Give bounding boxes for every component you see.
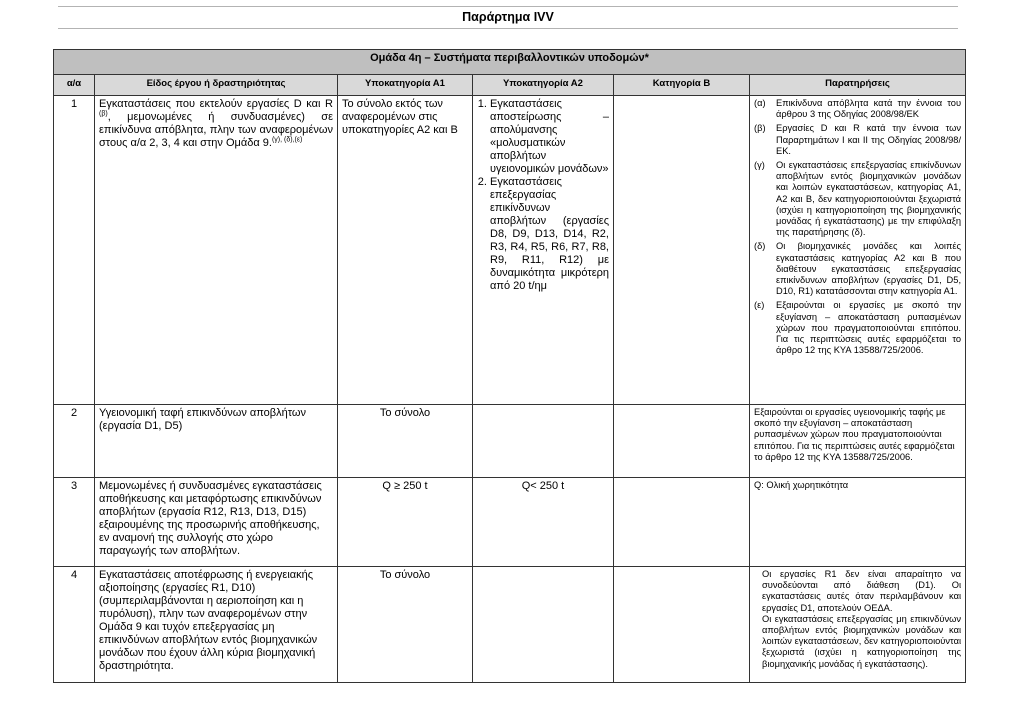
row-b [614,478,750,567]
row-number: 4 [54,567,95,683]
table-row [54,96,966,405]
row-a1: Q ≥ 250 t [338,478,473,567]
page-title: Παράρτημα IVV [462,10,554,24]
top-rule [58,6,958,7]
row-number: 1 [54,96,95,405]
note-item: (γ) Οι εγκαταστάσεις επεξεργασίας επικίνδυνων αποβλήτων εντός βιομηχανικών μονάδων και λοιπών εγκαταστάσεων, κατηγορίας Α1, Α2 και Β, δεν κατηγοριοποιούνται ξεχωριστά (ισχύει η κατηγοριοποίηση της βιομηχανικής μονάδας ή εγκατάστασης) με την επιφύλαξη της παρατήρησης (δ). [754,160,962,238]
header-b: Κατηγορία Β [614,75,750,96]
table-row [54,567,966,683]
row-remarks: Εξαιρούνται οι εργασίες υγειονομικής ταφής με σκοπό την εξυγίανση – αποκατάσταση ρυπασμένων χώρων που πραγματοποιούνται επιτόπου. Για τις περιπτώσεις αυτές εφαρμόζεται το άρθρο 12 της ΚΥΑ 13588/725/2006. [750,405,966,478]
row-a2 [473,567,614,683]
row-remarks: Q: Ολική χωρητικότητα [750,478,966,567]
table-row [54,478,966,567]
row-a1: Το σύνολο εκτός των αναφερομένων στις υποκατηγορίες Α2 και Β [338,96,473,405]
row-b [614,567,750,683]
row-b [614,96,750,405]
header-aa: α/α [54,75,95,96]
row-type: Μεμονωμένες ή συνδυασμένες εγκαταστάσεις αποθήκευσης και μεταφόρτωσης επικινδύνων αποβλήτων (εργασία R12, R13, D13, D15) εξαιρουμένης της προσωρινής αποθήκευσης, εν αναμονή της συλλογής στο χώρο παραγωγής των αποβλήτων. [95,478,338,567]
row-number: 3 [54,478,95,567]
row-remarks [750,96,966,405]
row-type: Εγκαταστάσεις αποτέφρωσης ή ενεργειακής αξιοποίησης (εργασίες R1, D10) (συμπεριλαμβάνονται η αεριοποίηση και η πυρόλυση), πλην των αναφερομένων στην Ομάδα 9 και τυχόν επεξεργασίας μη επικινδύνων αποβλήτων εντός βιομηχανικών μονάδων που έχουν άλλη κύρια βιομηχανική δραστηριότητα. [95,567,338,683]
row-a2 [473,96,614,405]
table-row [54,405,966,478]
remark-paragraph: Οι εργασίες R1 δεν είναι απαραίτητο να συνοδεύονται από διάθεση (D1). Οι εγκαταστάσεις αυτές όταν περιλαμβάνουν και εργασίες D1, αποτελούν ΟΕΔΑ. [762,569,962,613]
note-item: (α) Επικίνδυνα απόβλητα κατά την έννοια του άρθρου 3 της Οδηγίας 2008/98/ΕΚ [754,98,962,120]
row-a2 [473,405,614,478]
header-remarks: Παρατηρήσεις [750,75,966,96]
header-a1: Υποκατηγορία Α1 [338,75,473,96]
row-b [614,405,750,478]
a2-item: 2. Εγκαταστάσεις επεξεργασίας επικίνδυνων αποβλήτων (εργασίες D8, D9, D13, D14, R2, R3, R4, R5, R6, R7, R8, R9, R11, R12) με δυναμικότητα μικρότερη από 20 t/ημ [490,176,609,293]
header-a2: Υποκατηγορία Α2 [473,75,614,96]
row-a2: Q< 250 t [473,478,614,567]
group-title: Ομάδα 4η – Συστήματα περιβαλλοντικών υποδομών* [54,50,966,75]
row-remarks [750,567,966,683]
remark-paragraph: Οι εγκαταστάσεις επεξεργασίας μη επικινδύνων αποβλήτων εντός βιομηχανικών μονάδων και λοιπών εγκαταστάσεων, δεν κατηγοριοποιούνται ξεχωριστά (ισχύει η κατηγοριοποίηση της βιομηχανικής μονάδας ή εγκατάστασης). [762,613,962,669]
title-rule [58,28,958,29]
row-type: Υγειονομική ταφή επικινδύνων αποβλήτων (εργασία D1, D5) [95,405,338,478]
a2-item: 1. Εγκαταστάσεις αποστείρωσης – απολύμανσης «μολυσματικών αποβλήτων υγειονομικών μονάδων» [490,98,609,176]
header-type: Είδος έργου ή δραστηριότητας [95,75,338,96]
note-item: (δ) Οι βιομηχανικές μονάδες και λοιπές εγκαταστάσεις κατηγορίας Α2 και Β που διαθέτουν εγκαταστάσεις επεξεργασίας επικίνδυνων αποβλήτων (εργασίες D1, D5, D10, R1) κατατάσσονται στην κατηγορία Α1. [754,241,962,297]
row-type: Εγκαταστάσεις που εκτελούν εργασίες D και R $^{(\beta)}$, μεμονωμένες ή συνδυασμένες) σε επικίνδυνα απόβλητα, πλην των αναφερομένων στους α/α 2, 3, 4 και στην Ομάδα 9.$^{(\gamma), (\delta),(\varepsilon)}$ [95,96,338,405]
row-a1: Το σύνολο [338,567,473,683]
note-item: (β) Εργασίες D και R κατά την έννοια των Παραρτημάτων I και II της Οδηγίας 2008/98/ΕΚ. [754,123,962,156]
classification-table [53,49,966,683]
row-number: 2 [54,405,95,478]
note-item: (ε) Εξαιρούνται οι εργασίες με σκοπό την εξυγίανση – αποκατάσταση ρυπασμένων χώρων που πραγματοποιούνται επιτόπου. Για τις περιπτώσεις αυτές εφαρμόζεται το άρθρο 12 της ΚΥΑ 13588/725/2006. [754,300,962,356]
row-a1: Το σύνολο [338,405,473,478]
